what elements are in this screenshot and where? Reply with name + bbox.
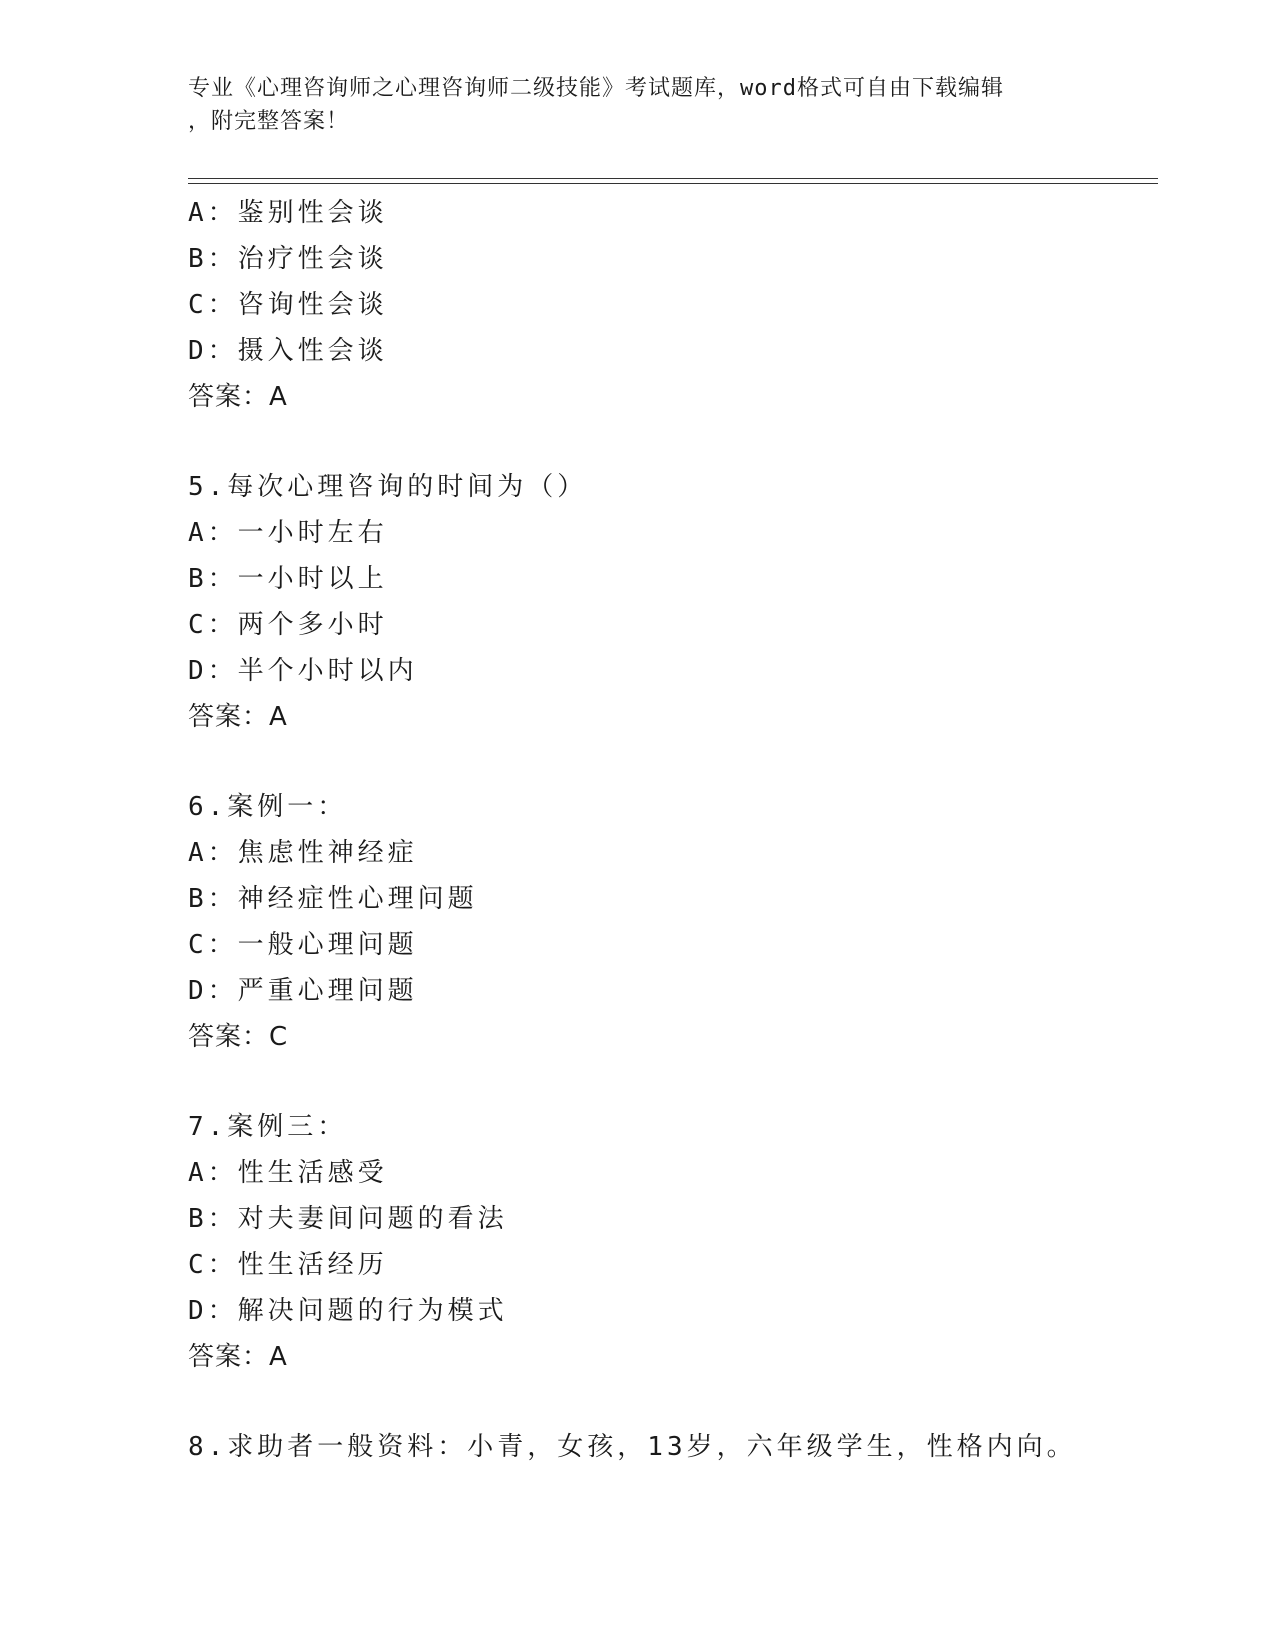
question-text: 7.案例三： xyxy=(188,1112,348,1142)
question-block-top xyxy=(188,190,1168,420)
option-c: C：性生活经历 xyxy=(188,1250,388,1280)
question-block-8 xyxy=(188,1424,1168,1470)
option-b: B：神经症性心理问题 xyxy=(188,884,478,914)
option-a: A：一小时左右 xyxy=(188,518,388,548)
document-header xyxy=(188,72,1068,138)
header-line-2: ，附完整答案！ xyxy=(188,109,350,134)
option-a: A：性生活感受 xyxy=(188,1158,388,1188)
option-c: C：咨询性会谈 xyxy=(188,290,388,320)
option-a: A：鉴别性会谈 xyxy=(188,198,388,228)
option-c: C：两个多小时 xyxy=(188,610,388,640)
question-text: 6.案例一： xyxy=(188,792,348,822)
question-text: 8.求助者一般资料：小青，女孩，13岁，六年级学生，性格内向。 xyxy=(188,1432,1077,1462)
option-b: B：对夫妻间问题的看法 xyxy=(188,1204,508,1234)
question-block-5 xyxy=(188,464,1168,740)
answer-line: 答案：A xyxy=(188,702,288,732)
option-d: D：解决问题的行为模式 xyxy=(188,1296,508,1326)
answer-line: 答案：C xyxy=(188,1022,289,1052)
option-d: D：摄入性会谈 xyxy=(188,336,388,366)
question-block-7 xyxy=(188,1104,1168,1380)
header-divider-bottom xyxy=(188,183,1158,184)
option-a: A：焦虑性神经症 xyxy=(188,838,418,868)
option-b: B：治疗性会谈 xyxy=(188,244,388,274)
option-c: C：一般心理问题 xyxy=(188,930,418,960)
answer-line: 答案：A xyxy=(188,1342,288,1372)
question-list xyxy=(188,190,1168,1470)
answer-line: 答案：A xyxy=(188,382,288,412)
question-block-6 xyxy=(188,784,1168,1060)
option-d: D：半个小时以内 xyxy=(188,656,418,686)
header-divider-top xyxy=(188,178,1158,179)
question-text: 5.每次心理咨询的时间为（） xyxy=(188,472,588,502)
header-line-1: 专业《心理咨询师之心理咨询师二级技能》考试题库，word格式可自由下载编辑 xyxy=(188,76,1004,101)
option-d: D：严重心理问题 xyxy=(188,976,418,1006)
option-b: B：一小时以上 xyxy=(188,564,388,594)
